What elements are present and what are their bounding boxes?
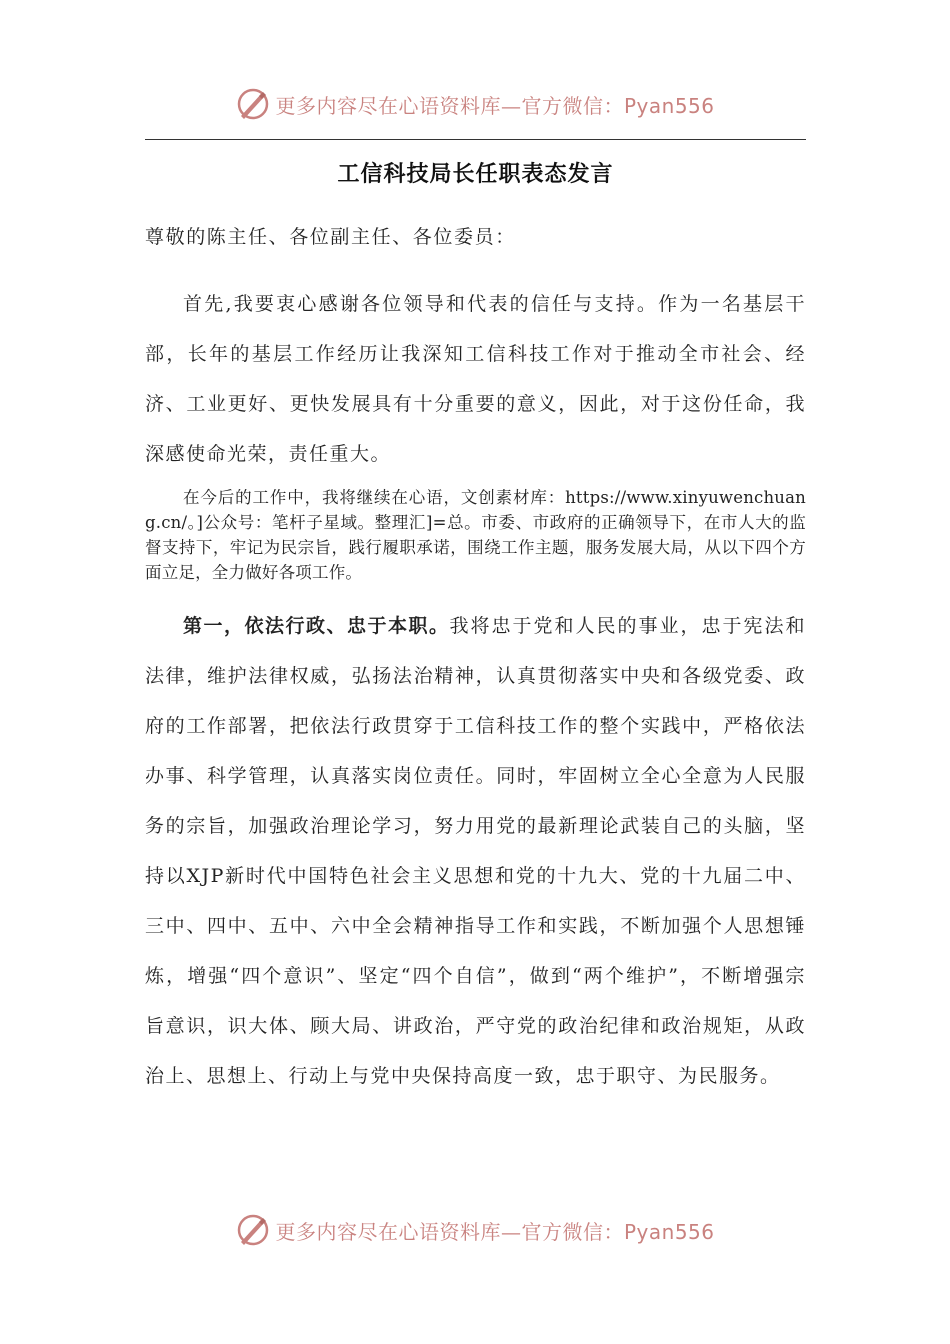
- document-title: 工信科技局长任职表态发言: [337, 162, 614, 187]
- footer-banner-inner: [235, 1212, 714, 1248]
- header-banner-label: 更多内容尽在心语资料库—官方微信：: [275, 93, 624, 118]
- pen-circle-logo-icon: [235, 86, 271, 122]
- footer-banner-text: [275, 1216, 714, 1245]
- paragraph-1: 首先,我要衷心感谢各位领导和代表的信任与支持。作为一名基层干部，长年的基层工作经历让我深知工信科技工作对于推动全市社会、经济、工业更好、更快发展具有十分重要的意义，因此，对于这份任命，我深感使命光荣，责任重大。: [145, 293, 806, 465]
- paragraph-2: 在今后的工作中，我将继续在心语，文创素材库：https://www.xinyuwenchuang.cn/。]公众号：笔杆子星域。整理汇]=总。市委、市政府的正确领导下，在市人大的监督支持下，牢记为民宗旨，践行履职承诺，围绕工作主题，服务发展大局，从以下四个方面立足，全力做好各项工作。: [145, 488, 806, 582]
- header-divider: [145, 139, 806, 140]
- header-banner-text: [275, 90, 714, 119]
- paragraph-3-body: 我将忠于党和人民的事业，忠于宪法和法律，维护法律权威，弘扬法治精神，认真贯彻落实中央和各级党委、政府的工作部署，把依法行政贯穿于工信科技工作的整个实践中，严格依法办事、科学管理，认真落实岗位责任。同时，牢固树立全心全意为人民服务的宗旨，加强政治理论学习，努力用党的最新理论武装自己的头脑，坚持以XJP新时代中国特色社会主义思想和党的十九大、党的十九届二中、三中、四中、五中、六中全会精神指导工作和实践，不断加强个人思想锤炼，增强“四个意识”、坚定“四个自信”，做到“两个维护”，不断增强宗旨意识，识大体、顾大局、讲政治，严守党的政治纪律和政治规矩，从政治上、思想上、行动上与党中央保持高度一致，忠于职守、为民服务。: [145, 615, 806, 1087]
- header-banner: [0, 84, 950, 124]
- pen-circle-logo-icon: [235, 1212, 271, 1248]
- header-banner-inner: [235, 86, 714, 122]
- footer-banner: [0, 1210, 950, 1250]
- document-body: [145, 215, 806, 1101]
- header-banner-brand: Pyan556: [623, 93, 715, 118]
- footer-banner-brand: Pyan556: [623, 1219, 715, 1244]
- salutation: 尊敬的陈主任、各位副主任、各位委员：: [145, 226, 516, 248]
- footer-banner-label: 更多内容尽在心语资料库—官方微信：: [275, 1219, 624, 1244]
- paragraph-3: [145, 601, 806, 1101]
- paragraph-3-lead: 第一，依法行政、忠于本职。: [183, 615, 450, 637]
